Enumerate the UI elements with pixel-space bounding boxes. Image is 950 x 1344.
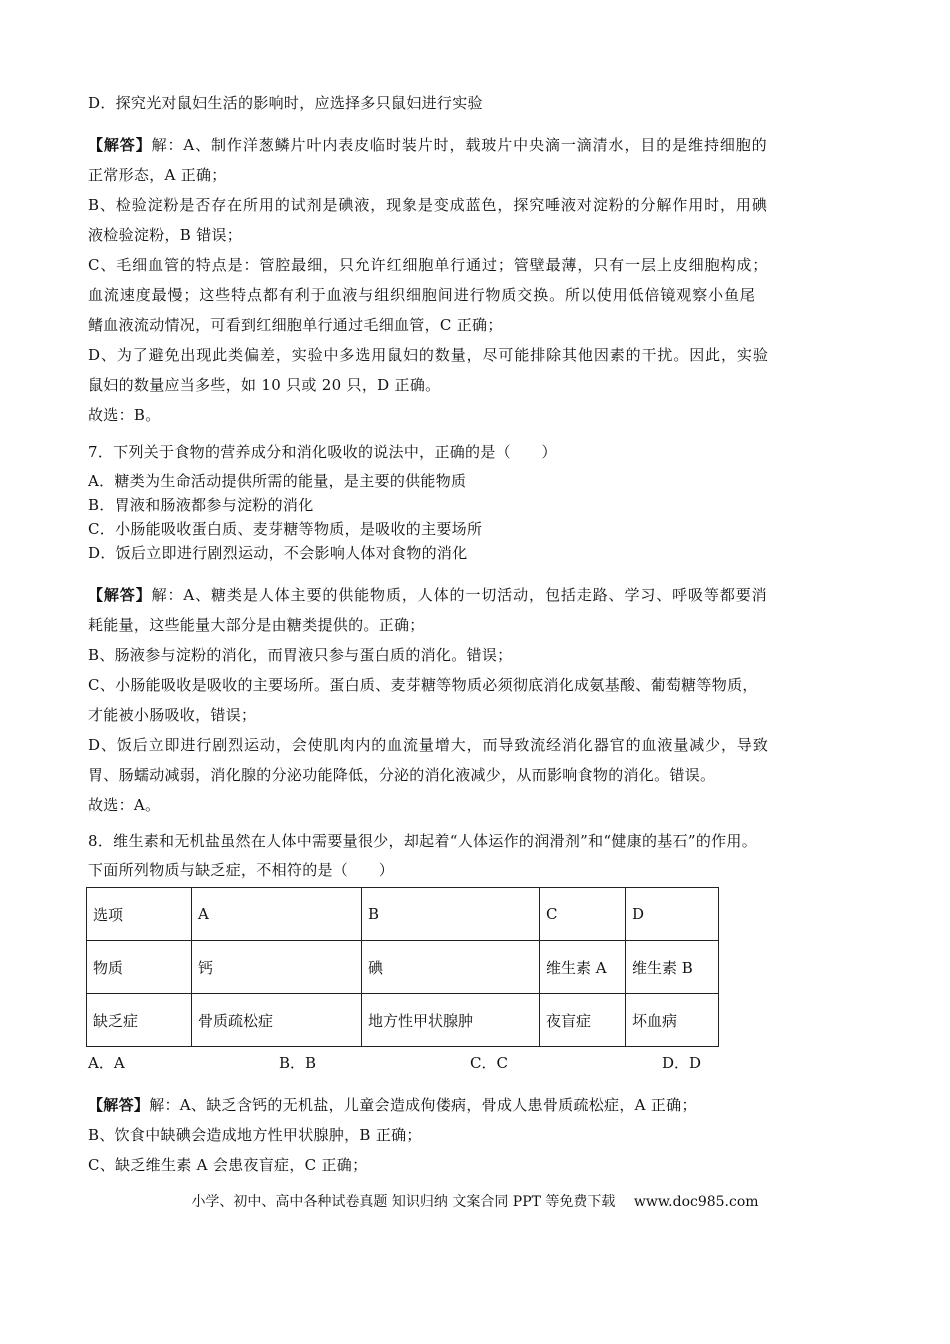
page-footer: 小学、初中、高中各种试卷真题 知识归纳 文案合同 PPT 等免费下载 www.doc985.com bbox=[191, 1194, 759, 1210]
answer-6-line-2: 正常形态，A 正确； bbox=[88, 166, 227, 184]
table-cell: 夜盲症 bbox=[540, 994, 626, 1047]
answer-tag: 【解答】 bbox=[88, 136, 152, 154]
answer-6-line-7: 鳍血液流动情况，可看到红细胞单行通过毛细血管，C 正确； bbox=[88, 316, 503, 334]
option-d-line: D．探究光对鼠妇生活的影响时，应选择多只鼠妇进行实验 bbox=[88, 94, 483, 112]
options-table bbox=[86, 887, 719, 1047]
question-7-option-b: B．胃液和肠液都参与淀粉的消化 bbox=[88, 496, 314, 514]
answer-6-conclusion: 故选：B。 bbox=[88, 406, 161, 424]
answer-7-line-1 bbox=[88, 585, 768, 605]
answer-8-line-3: C、缺乏维生素 A 会患夜盲症，C 正确； bbox=[88, 1156, 368, 1174]
table-cell: 坏血病 bbox=[626, 994, 719, 1047]
answer-8-line-1 bbox=[88, 1095, 697, 1115]
table-cell: 骨质疏松症 bbox=[192, 994, 362, 1047]
answer-7-conclusion: 故选：A。 bbox=[88, 796, 161, 814]
table-cell: 维生素 A bbox=[540, 941, 626, 994]
table-cell: 维生素 B bbox=[626, 941, 719, 994]
question-7-option-d: D．饭后立即进行剧烈运动，不会影响人体对食物的消化 bbox=[88, 544, 468, 562]
answer-text: 解：A、缺乏含钙的无机盐，儿童会造成佝偻病，骨成人患骨质疏松症，A 正确； bbox=[149, 1096, 697, 1114]
choice-b: B．B bbox=[279, 1054, 317, 1072]
answer-6-line-3: B、检验淀粉是否存在所用的试剂是碘液，现象是变成蓝色，探究唾液对淀粉的分解作用时，用碘 bbox=[88, 196, 768, 214]
question-7-option-a: A．糖类为生命活动提供所需的能量，是主要的供能物质 bbox=[88, 472, 467, 490]
table-cell: C bbox=[540, 888, 626, 941]
answer-6-line-4: 液检验淀粉，B 错误； bbox=[88, 226, 243, 244]
table-cell: 物质 bbox=[87, 941, 192, 994]
choice-c: C．C bbox=[470, 1054, 508, 1072]
choice-d: D．D bbox=[662, 1054, 702, 1072]
answer-8-line-2: B、饮食中缺碘会造成地方性甲状腺肿，B 正确； bbox=[88, 1126, 422, 1144]
answer-7-line-6: D、饭后立即进行剧烈运动，会使肌肉内的血流量增大，而导致流经消化器官的血液量减少，导致 bbox=[88, 736, 769, 754]
question-8-line-1: 8．维生素和无机盐虽然在人体中需要量很少，却起着“人体运作的润滑剂”和“健康的基石”的作用。 bbox=[88, 832, 758, 850]
answer-tag: 【解答】 bbox=[88, 586, 152, 604]
answer-7-line-2: 耗能量，这些能量大部分是由糖类提供的。正确； bbox=[88, 616, 425, 634]
table-row bbox=[87, 994, 719, 1047]
table-row bbox=[87, 941, 719, 994]
answer-6-line-8: D、为了避免出现此类偏差，实验中多选用鼠妇的数量，尽可能排除其他因素的干扰。因此，实验 bbox=[88, 346, 769, 364]
table-cell: 钙 bbox=[192, 941, 362, 994]
question-7: 7．下列关于食物的营养成分和消化吸收的说法中，正确的是（ ） bbox=[88, 443, 557, 461]
question-8-line-2: 下面所列物质与缺乏症，不相符的是（ ） bbox=[88, 861, 395, 879]
answer-6-line-6: 血流速度最慢；这些特点都有利于血液与组织细胞间进行物质交换。所以使用低倍镜观察小鱼尾 bbox=[88, 286, 756, 304]
answer-7-line-5: 才能被小肠吸收，错误； bbox=[88, 706, 257, 724]
answer-6-line-5: C、毛细血管的特点是：管腔最细，只允许红细胞单行通过；管壁最薄，只有一层上皮细胞构成； bbox=[88, 256, 769, 274]
question-7-option-c: C．小肠能吸收蛋白质、麦芽糖等物质，是吸收的主要场所 bbox=[88, 520, 483, 538]
table-cell: 碘 bbox=[362, 941, 540, 994]
table-row bbox=[87, 888, 719, 941]
answer-6-line-9: 鼠妇的数量应当多些，如 10 只或 20 只，D 正确。 bbox=[88, 376, 441, 394]
table-cell: 地方性甲状腺肿 bbox=[362, 994, 540, 1047]
answer-6-line-1 bbox=[88, 135, 768, 155]
answer-7-line-7: 胃、肠蠕动减弱，消化腺的分泌功能降低，分泌的消化液减少，从而影响食物的消化。错误。 bbox=[88, 766, 716, 784]
table-cell: 缺乏症 bbox=[87, 994, 192, 1047]
answer-7-line-4: C、小肠能吸收是吸收的主要场所。蛋白质、麦芽糖等物质必须彻底消化成氨基酸、葡萄糖等物质， bbox=[88, 676, 758, 694]
table-cell: A bbox=[192, 888, 362, 941]
answer-text: 解：A、制作洋葱鳞片叶内表皮临时装片时，载玻片中央滴一滴清水，目的是维持细胞的 bbox=[151, 136, 768, 154]
answer-text: 解：A、糖类是人体主要的供能物质，人体的一切活动，包括走路、学习、呼吸等都要消 bbox=[151, 586, 768, 604]
table-cell: D bbox=[626, 888, 719, 941]
answer-7-line-3: B、肠液参与淀粉的消化，而胃液只参与蛋白质的消化。错误； bbox=[88, 646, 513, 664]
answer-tag: 【解答】 bbox=[88, 1096, 150, 1114]
table-cell: 选项 bbox=[87, 888, 192, 941]
choice-a: A．A bbox=[88, 1054, 125, 1072]
table-cell: B bbox=[362, 888, 540, 941]
